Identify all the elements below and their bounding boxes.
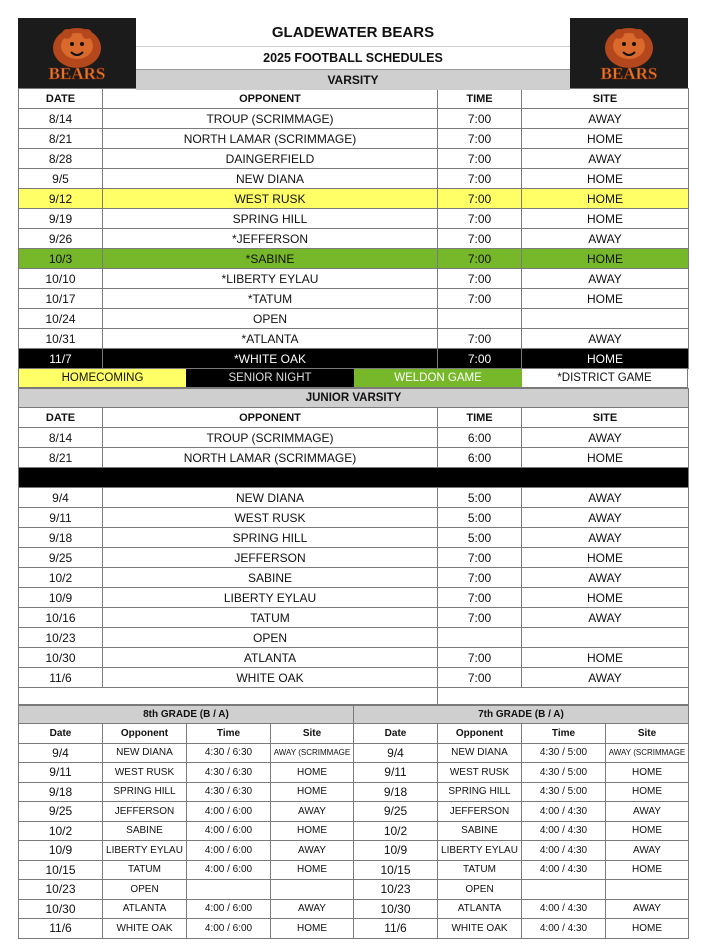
site-cell: HOME xyxy=(522,448,689,468)
date-cell: 10/16 xyxy=(19,608,103,628)
time-cell: 5:00 xyxy=(438,508,522,528)
grade8-date-cell: 9/18 xyxy=(19,782,103,802)
grade8-opponent-cell: SPRING HILL xyxy=(103,782,187,802)
opponent-cell: OPEN xyxy=(103,309,438,329)
page-subtitle: 2025 FOOTBALL SCHEDULES xyxy=(263,51,443,65)
grade7-opponent-cell: ATLANTA xyxy=(438,899,522,919)
g7-col-date: Date xyxy=(354,724,438,744)
opponent-cell: NORTH LAMAR (SCRIMMAGE) xyxy=(103,448,438,468)
grade7-opponent-cell: NEW DIANA xyxy=(438,743,522,763)
opponent-cell: NEW DIANA xyxy=(103,169,438,189)
date-cell: 8/21 xyxy=(19,448,103,468)
grade7-time-cell: 4:30 / 5:00 xyxy=(522,782,606,802)
grade8-date-cell: 9/11 xyxy=(19,763,103,783)
time-cell xyxy=(438,628,522,648)
date-cell: 10/24 xyxy=(19,309,103,329)
grade8-time-cell: 4:00 / 6:00 xyxy=(187,841,271,861)
date-cell: 10/23 xyxy=(19,628,103,648)
site-cell: AWAY xyxy=(522,269,689,289)
time-cell: 7:00 xyxy=(438,209,522,229)
col-time: TIME xyxy=(438,89,522,109)
date-cell: 8/14 xyxy=(19,109,103,129)
legend-strip xyxy=(18,369,688,388)
grade7-opponent-cell: OPEN xyxy=(438,880,522,900)
varsity-title: VARSITY xyxy=(136,69,570,90)
grade8-date-cell: 10/9 xyxy=(19,841,103,861)
g8-col-date: Date xyxy=(19,724,103,744)
table-row xyxy=(19,668,689,688)
table-row xyxy=(19,588,689,608)
opponent-cell: *WHITE OAK xyxy=(103,349,438,369)
legend-weldon-block: WELDON GAME xyxy=(354,369,522,387)
grade8-date-cell: 10/2 xyxy=(19,821,103,841)
site-cell: HOME xyxy=(522,548,689,568)
site-cell: HOME xyxy=(522,648,689,668)
varsity-header-row xyxy=(19,89,689,109)
grade8-date-cell: 10/23 xyxy=(19,880,103,900)
grade8-opponent-cell: NEW DIANA xyxy=(103,743,187,763)
site-cell: HOME xyxy=(522,349,689,369)
grade7-site-cell: AWAY (SCRIMMAGE xyxy=(606,743,689,763)
date-cell: 8/28 xyxy=(19,149,103,169)
opponent-cell: LIBERTY EYLAU xyxy=(103,588,438,608)
grade8-time-cell: 4:00 / 6:00 xyxy=(187,860,271,880)
jv-col-site: SITE xyxy=(522,408,689,428)
jv-title: JUNIOR VARSITY xyxy=(19,389,689,408)
jv-header-row xyxy=(19,408,689,428)
grade8-date-cell: 9/4 xyxy=(19,743,103,763)
site-cell: AWAY xyxy=(522,608,689,628)
time-cell: 6:00 xyxy=(438,428,522,448)
grade7-opponent-cell: WEST RUSK xyxy=(438,763,522,783)
opponent-cell: WEST RUSK xyxy=(103,508,438,528)
date-cell: 10/2 xyxy=(19,568,103,588)
schedule-header xyxy=(18,18,688,88)
grade7-site-cell xyxy=(606,880,689,900)
grade7-opponent-cell: LIBERTY EYLAU xyxy=(438,841,522,861)
opponent-cell: TROUP (SCRIMMAGE) xyxy=(103,109,438,129)
grade7-opponent-cell: TATUM xyxy=(438,860,522,880)
site-cell: AWAY xyxy=(522,488,689,508)
table-row xyxy=(19,628,689,648)
date-cell: 8/14 xyxy=(19,428,103,448)
date-cell: 9/4 xyxy=(19,488,103,508)
time-cell: 7:00 xyxy=(438,648,522,668)
grade8-site-cell: AWAY xyxy=(271,802,354,822)
table-row xyxy=(19,880,689,900)
site-cell: HOME xyxy=(522,588,689,608)
time-cell: 7:00 xyxy=(438,249,522,269)
time-cell: 5:00 xyxy=(438,528,522,548)
grade8-site-cell: HOME xyxy=(271,763,354,783)
grade8-time-cell: 4:00 / 6:00 xyxy=(187,821,271,841)
grade7-time-cell: 4:00 / 4:30 xyxy=(522,802,606,822)
grade7-opponent-cell: SPRING HILL xyxy=(438,782,522,802)
table-row xyxy=(19,329,689,349)
site-cell: AWAY xyxy=(522,149,689,169)
grade8-site-cell xyxy=(271,880,354,900)
grade8-time-cell: 4:30 / 6:30 xyxy=(187,743,271,763)
varsity-jv-table xyxy=(18,88,689,369)
opponent-cell: TATUM xyxy=(103,608,438,628)
time-cell: 7:00 xyxy=(438,349,522,369)
time-cell: 7:00 xyxy=(438,588,522,608)
grade8-opponent-cell: OPEN xyxy=(103,880,187,900)
g8-col-time: Time xyxy=(187,724,271,744)
table-row xyxy=(19,349,689,369)
opponent-cell: NORTH LAMAR (SCRIMMAGE) xyxy=(103,129,438,149)
grade7-time-cell: 4:00 / 4:30 xyxy=(522,821,606,841)
grade7-opponent-cell: JEFFERSON xyxy=(438,802,522,822)
time-cell: 7:00 xyxy=(438,229,522,249)
jv-rows xyxy=(19,488,689,688)
col-date: DATE xyxy=(19,89,103,109)
table-row xyxy=(19,608,689,628)
grade8-opponent-cell: LIBERTY EYLAU xyxy=(103,841,187,861)
table-row xyxy=(19,743,689,763)
grade7-time-cell xyxy=(522,880,606,900)
time-cell: 7:00 xyxy=(438,548,522,568)
table-row xyxy=(19,568,689,588)
bears-logo-right xyxy=(570,18,688,88)
site-cell: AWAY xyxy=(522,229,689,249)
grade8-time-cell: 4:30 / 6:30 xyxy=(187,782,271,802)
grade8-site-cell: HOME xyxy=(271,919,354,939)
grade8-date-cell: 10/30 xyxy=(19,899,103,919)
table-row xyxy=(19,860,689,880)
grade8-opponent-cell: JEFFERSON xyxy=(103,802,187,822)
grade7-date-cell: 10/2 xyxy=(354,821,438,841)
spacer-row xyxy=(19,688,689,705)
site-cell: AWAY xyxy=(522,508,689,528)
site-cell xyxy=(522,309,689,329)
table-row xyxy=(19,763,689,783)
grade8-time-cell: 4:30 / 6:30 xyxy=(187,763,271,783)
opponent-cell: WEST RUSK xyxy=(103,189,438,209)
grade8-date-cell: 10/15 xyxy=(19,860,103,880)
table-row xyxy=(19,899,689,919)
grade8-opponent-cell: WHITE OAK xyxy=(103,919,187,939)
table-row xyxy=(19,189,689,209)
date-cell: 10/31 xyxy=(19,329,103,349)
site-cell: HOME xyxy=(522,129,689,149)
grade7-date-cell: 10/15 xyxy=(354,860,438,880)
g7-col-opponent: Opponent xyxy=(438,724,522,744)
site-cell: AWAY xyxy=(522,109,689,129)
grade-title-row xyxy=(19,706,689,724)
grade7-date-cell: 9/11 xyxy=(354,763,438,783)
grade7-site-cell: HOME xyxy=(606,782,689,802)
jv-col-opponent: OPPONENT xyxy=(103,408,438,428)
table-row xyxy=(19,209,689,229)
grade8-site-cell: AWAY xyxy=(271,841,354,861)
grade7-time-cell: 4:30 / 5:00 xyxy=(522,763,606,783)
site-cell: AWAY xyxy=(522,329,689,349)
time-cell: 7:00 xyxy=(438,608,522,628)
table-row xyxy=(19,448,689,468)
varsity-rows xyxy=(19,109,689,369)
date-cell: 9/18 xyxy=(19,528,103,548)
table-row xyxy=(19,919,689,939)
grade7-date-cell: 10/30 xyxy=(354,899,438,919)
site-cell: AWAY xyxy=(522,528,689,548)
legend-senior-block: SENIOR NIGHT xyxy=(186,369,354,387)
opponent-cell: ATLANTA xyxy=(103,648,438,668)
grade7-date-cell: 11/6 xyxy=(354,919,438,939)
time-cell: 6:00 xyxy=(438,448,522,468)
table-row xyxy=(19,841,689,861)
g7-col-time: Time xyxy=(522,724,606,744)
svg-text:BEARS: BEARS xyxy=(600,64,658,83)
table-row xyxy=(19,149,689,169)
time-cell: 5:00 xyxy=(438,488,522,508)
grade8-opponent-cell: ATLANTA xyxy=(103,899,187,919)
date-cell: 9/12 xyxy=(19,189,103,209)
legend-homecoming-block: HOMECOMING xyxy=(19,369,186,387)
date-cell: 9/19 xyxy=(19,209,103,229)
grade7-site-cell: AWAY xyxy=(606,899,689,919)
grade7-site-cell: HOME xyxy=(606,860,689,880)
grade8-time-cell: 4:00 / 6:00 xyxy=(187,899,271,919)
table-row xyxy=(19,821,689,841)
table-row xyxy=(19,782,689,802)
middle-school-table xyxy=(18,705,689,939)
g7-col-site: Site xyxy=(606,724,689,744)
table-row xyxy=(19,428,689,448)
date-cell: 9/26 xyxy=(19,229,103,249)
opponent-cell: *JEFFERSON xyxy=(103,229,438,249)
time-cell: 7:00 xyxy=(438,329,522,349)
date-cell: 10/30 xyxy=(19,648,103,668)
grade7-site-cell: AWAY xyxy=(606,802,689,822)
grade7-date-cell: 10/23 xyxy=(354,880,438,900)
date-cell: 11/6 xyxy=(19,668,103,688)
site-cell: HOME xyxy=(522,189,689,209)
opponent-cell: *ATLANTA xyxy=(103,329,438,349)
date-cell: 11/7 xyxy=(19,349,103,369)
grade8-time-cell: 4:00 / 6:00 xyxy=(187,919,271,939)
jv-title-row xyxy=(19,389,689,408)
jv-top-rows xyxy=(19,428,689,468)
svg-text:BEARS: BEARS xyxy=(48,64,106,83)
site-cell: AWAY xyxy=(522,568,689,588)
table-row xyxy=(19,488,689,508)
opponent-cell: DAINGERFIELD xyxy=(103,149,438,169)
opponent-cell: *SABINE xyxy=(103,249,438,269)
grade8-time-cell: 4:00 / 6:00 xyxy=(187,802,271,822)
jv-table xyxy=(18,388,689,705)
grade8-opponent-cell: TATUM xyxy=(103,860,187,880)
opponent-cell: *LIBERTY EYLAU xyxy=(103,269,438,289)
opponent-cell: SPRING HILL xyxy=(103,528,438,548)
table-row xyxy=(19,109,689,129)
g8-col-site: Site xyxy=(271,724,354,744)
table-row xyxy=(19,249,689,269)
g8-col-opponent: Opponent xyxy=(103,724,187,744)
time-cell: 7:00 xyxy=(438,289,522,309)
grade7-opponent-cell: SABINE xyxy=(438,821,522,841)
table-row xyxy=(19,648,689,668)
grade8-site-cell: AWAY xyxy=(271,899,354,919)
grade7-time-cell: 4:30 / 5:00 xyxy=(522,743,606,763)
site-cell: AWAY xyxy=(522,428,689,448)
date-cell: 10/10 xyxy=(19,269,103,289)
table-row xyxy=(19,802,689,822)
site-cell: AWAY xyxy=(522,668,689,688)
grade7-date-cell: 9/4 xyxy=(354,743,438,763)
grade8-site-cell: HOME xyxy=(271,860,354,880)
col-opponent: OPPONENT xyxy=(103,89,438,109)
bears-logo-left xyxy=(18,18,136,88)
grade8-site-cell: HOME xyxy=(271,821,354,841)
time-cell: 7:00 xyxy=(438,269,522,289)
grade7-site-cell: HOME xyxy=(606,763,689,783)
jv-col-time: TIME xyxy=(438,408,522,428)
site-cell: HOME xyxy=(522,249,689,269)
opponent-cell: WHITE OAK xyxy=(103,668,438,688)
table-row xyxy=(19,548,689,568)
grade8-site-cell: HOME xyxy=(271,782,354,802)
date-cell: 9/11 xyxy=(19,508,103,528)
header-center xyxy=(136,18,570,88)
jv-col-date: DATE xyxy=(19,408,103,428)
date-cell: 10/17 xyxy=(19,289,103,309)
grade7-opponent-cell: WHITE OAK xyxy=(438,919,522,939)
grade8-opponent-cell: WEST RUSK xyxy=(103,763,187,783)
grade7-site-cell: HOME xyxy=(606,919,689,939)
site-cell: HOME xyxy=(522,209,689,229)
date-cell: 9/25 xyxy=(19,548,103,568)
col-site: SITE xyxy=(522,89,689,109)
opponent-cell: SABINE xyxy=(103,568,438,588)
time-cell: 7:00 xyxy=(438,169,522,189)
table-row xyxy=(19,508,689,528)
opponent-cell: NEW DIANA xyxy=(103,488,438,508)
site-cell xyxy=(522,628,689,648)
time-cell: 7:00 xyxy=(438,109,522,129)
grade7-date-cell: 9/25 xyxy=(354,802,438,822)
grade7-time-cell: 4:00 / 4:30 xyxy=(522,860,606,880)
opponent-cell: TROUP (SCRIMMAGE) xyxy=(103,428,438,448)
grade7-date-cell: 9/18 xyxy=(354,782,438,802)
jv-divider-bar xyxy=(19,468,689,488)
table-row xyxy=(19,129,689,149)
time-cell: 7:00 xyxy=(438,189,522,209)
table-row xyxy=(19,229,689,249)
grade8-site-cell: AWAY (SCRIMMAGE xyxy=(271,743,354,763)
site-cell: HOME xyxy=(522,289,689,309)
page-title: GLADEWATER BEARS xyxy=(136,18,570,47)
legend-district-block: *DISTRICT GAME xyxy=(522,369,687,387)
grade7-site-cell: HOME xyxy=(606,821,689,841)
opponent-cell: SPRING HILL xyxy=(103,209,438,229)
date-cell: 10/9 xyxy=(19,588,103,608)
table-row xyxy=(19,289,689,309)
grade-rows xyxy=(19,743,689,938)
grade8-date-cell: 9/25 xyxy=(19,802,103,822)
date-cell: 9/5 xyxy=(19,169,103,189)
opponent-cell: *TATUM xyxy=(103,289,438,309)
table-row xyxy=(19,309,689,329)
opponent-cell: JEFFERSON xyxy=(103,548,438,568)
time-cell: 7:00 xyxy=(438,668,522,688)
grade7-title: 7th GRADE (B / A) xyxy=(354,706,689,724)
table-row xyxy=(19,528,689,548)
date-cell: 8/21 xyxy=(19,129,103,149)
site-cell: HOME xyxy=(522,169,689,189)
grade7-time-cell: 4:00 / 4:30 xyxy=(522,899,606,919)
grade-header-row xyxy=(19,724,689,744)
grade7-date-cell: 10/9 xyxy=(354,841,438,861)
grade7-time-cell: 4:00 / 4:30 xyxy=(522,841,606,861)
date-cell: 10/3 xyxy=(19,249,103,269)
grade8-title: 8th GRADE (B / A) xyxy=(19,706,354,724)
time-cell: 7:00 xyxy=(438,149,522,169)
opponent-cell: OPEN xyxy=(103,628,438,648)
grade8-time-cell xyxy=(187,880,271,900)
grade7-site-cell: AWAY xyxy=(606,841,689,861)
table-row xyxy=(19,169,689,189)
schedule-sheet xyxy=(18,18,688,939)
grade7-time-cell: 4:00 / 4:30 xyxy=(522,919,606,939)
table-row xyxy=(19,269,689,289)
grade8-date-cell: 11/6 xyxy=(19,919,103,939)
time-cell: 7:00 xyxy=(438,568,522,588)
grade8-opponent-cell: SABINE xyxy=(103,821,187,841)
time-cell xyxy=(438,309,522,329)
time-cell: 7:00 xyxy=(438,129,522,149)
